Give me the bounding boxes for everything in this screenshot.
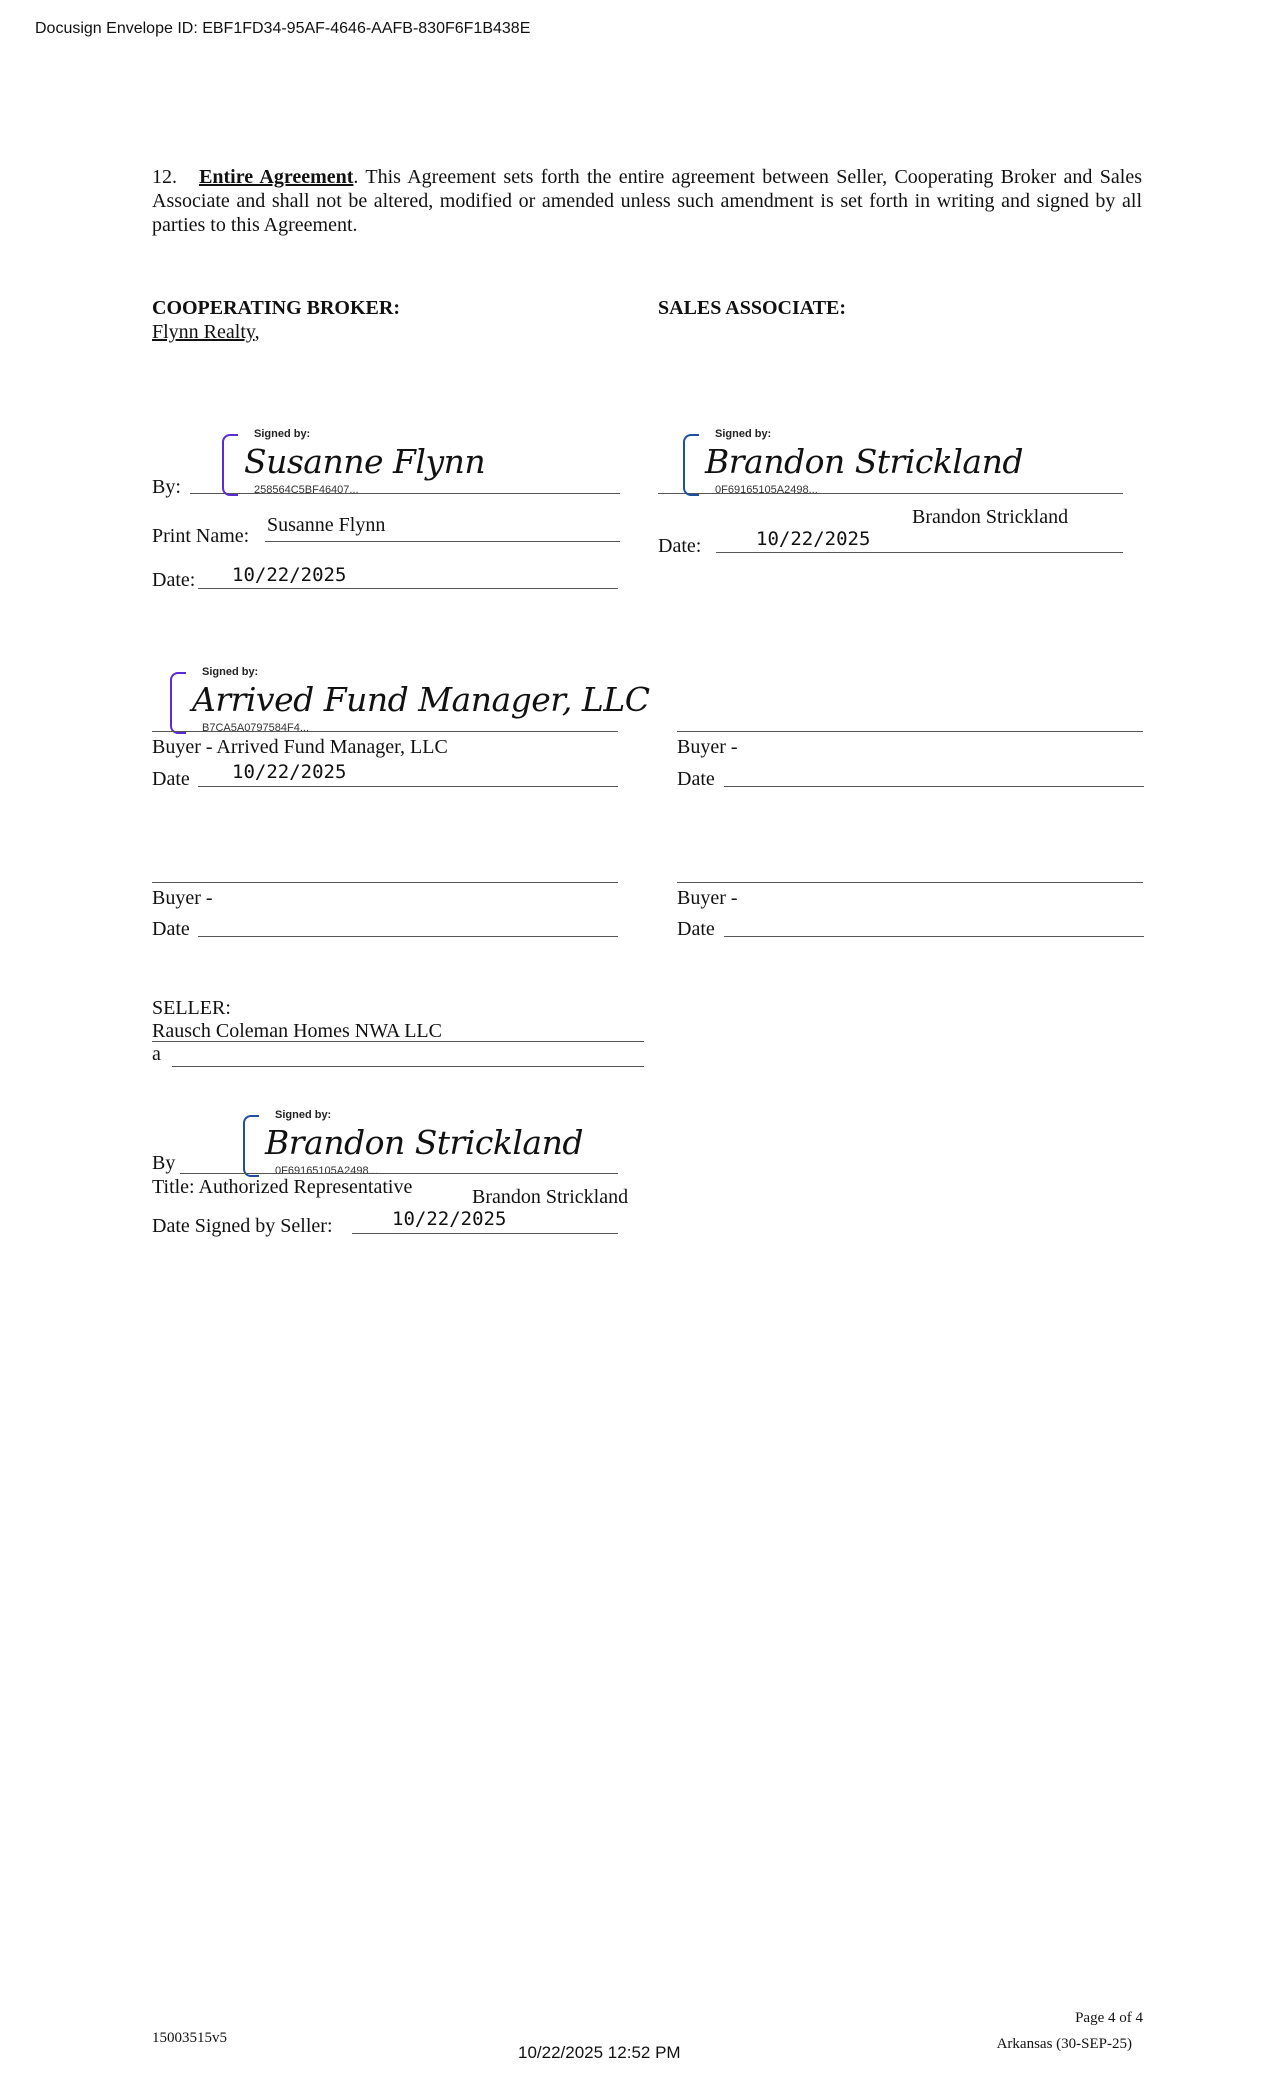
- buyer-4-date-label: Date: [677, 918, 715, 940]
- section-heading: Entire Agreement: [199, 166, 354, 188]
- document-id: 15003515v5: [152, 2030, 227, 2046]
- associate-signature-stamp[interactable]: [683, 428, 1023, 504]
- seller-a-label: a: [152, 1043, 161, 1065]
- buyer-2-label: Buyer -: [677, 736, 738, 758]
- signed-by-label: Signed by:: [254, 428, 311, 440]
- buyer-4-signature-line: [677, 882, 1143, 883]
- buyer-1-signature: Arrived Fund Manager, LLC: [192, 680, 650, 719]
- broker-signature-stamp[interactable]: [222, 428, 486, 504]
- seller-signature-line: [180, 1173, 618, 1174]
- buyer-2-date-label: Date: [677, 768, 715, 790]
- broker-signature: Susanne Flynn: [244, 442, 486, 481]
- associate-date-line: [716, 552, 1123, 553]
- page-number: Page 4 of 4: [1075, 2010, 1143, 2026]
- seller-title: Title: Authorized Representative: [152, 1176, 413, 1198]
- seller-company: Rausch Coleman Homes NWA LLC: [152, 1020, 442, 1042]
- buyer-2-signature-line: [677, 731, 1143, 732]
- seller-date-label: Date Signed by Seller:: [152, 1215, 333, 1237]
- seller-date-value: 10/22/2025: [392, 1208, 507, 1230]
- buyer-1-signature-hash: B7CA5A0797584F4...: [202, 722, 310, 734]
- buyer-1-date-label: Date: [152, 768, 190, 790]
- associate-heading: SALES ASSOCIATE:: [658, 297, 847, 319]
- form-version: Arkansas (30-SEP-25): [996, 2036, 1132, 2052]
- stamp-bracket: [222, 434, 238, 496]
- buyer-3-label: Buyer -: [152, 887, 213, 909]
- associate-date-value: 10/22/2025: [756, 528, 871, 550]
- seller-signature-hash: 0F69165105A2498...: [275, 1165, 378, 1177]
- seller-heading: SELLER:: [152, 997, 231, 1019]
- broker-date-value: 10/22/2025: [232, 564, 347, 586]
- broker-company: Flynn Realty: [152, 321, 255, 343]
- buyer-1-label: Buyer - Arrived Fund Manager, LLC: [152, 736, 448, 758]
- buyer-1-date-line: [198, 786, 618, 787]
- associate-signature-hash: 0F69165105A2498...: [715, 484, 818, 496]
- associate-name: Brandon Strickland: [912, 506, 1069, 528]
- seller-company-line: [152, 1041, 644, 1042]
- broker-signature-hash: 258564C5BF46407...: [254, 484, 359, 496]
- entire-agreement-paragraph: [152, 165, 1142, 237]
- buyer-4-label: Buyer -: [677, 887, 738, 909]
- print-name-label: Print Name:: [152, 525, 250, 547]
- print-name-value: Susanne Flynn: [267, 514, 386, 536]
- buyer-2-date-line: [724, 786, 1144, 787]
- buyer-3-date-label: Date: [152, 918, 190, 940]
- buyer-1-date-value: 10/22/2025: [232, 761, 347, 783]
- broker-date-label: Date:: [152, 569, 196, 591]
- signed-by-label: Signed by:: [275, 1109, 332, 1121]
- stamp-bracket: [170, 672, 186, 734]
- broker-by-label: By:: [152, 476, 181, 498]
- broker-heading: COOPERATING BROKER:: [152, 297, 400, 319]
- buyer-1-signature-line: [152, 731, 618, 732]
- stamp-bracket: [683, 434, 699, 496]
- seller-by-label: By: [152, 1152, 176, 1174]
- signed-by-label: Signed by:: [202, 666, 259, 678]
- buyer-4-date-line: [724, 936, 1144, 937]
- associate-date-label: Date:: [658, 535, 702, 557]
- section-number: 12.: [152, 166, 177, 188]
- envelope-id: Docusign Envelope ID: EBF1FD34-95AF-4646-AAFB-830F6F1B438E: [35, 20, 531, 37]
- buyer-3-signature-line: [152, 882, 618, 883]
- stamp-bracket: [243, 1115, 259, 1177]
- broker-company-line: [152, 320, 260, 344]
- buyer-3-date-line: [198, 936, 618, 937]
- broker-company-suffix: ,: [254, 321, 260, 343]
- seller-name: Brandon Strickland: [472, 1186, 629, 1208]
- print-name-line: [265, 541, 620, 542]
- seller-signature: Brandon Strickland: [265, 1123, 583, 1162]
- seller-a-line: [172, 1066, 644, 1067]
- broker-date-line: [198, 588, 618, 589]
- signed-by-label: Signed by:: [715, 428, 772, 440]
- section-text: . This Agreement sets forth the entire agreement between Seller, Cooperating Broker and Sales Associate and shall not be altered, modified or amended unless such amendment is set forth in writing and signed by all parties to this Agreement.: [152, 166, 1142, 236]
- associate-signature: Brandon Strickland: [705, 442, 1023, 481]
- timestamp: 10/22/2025 12:52 PM: [518, 2043, 681, 2062]
- seller-date-line: [352, 1233, 618, 1234]
